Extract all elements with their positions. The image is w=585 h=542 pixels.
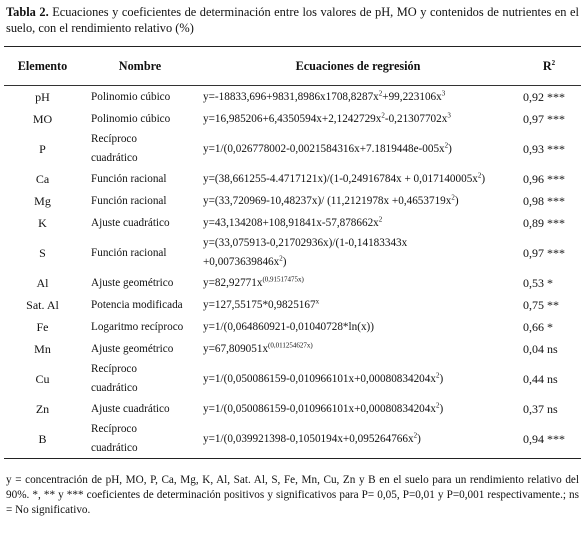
table-row: [4, 108, 581, 130]
cell-ecuacion: y=(33,075913-0,21702936x)/(1-0,14183343x $+0,0073639846x^2$): [203, 237, 408, 268]
header-r2-exponent: 2: [551, 58, 556, 67]
cell-nombre: [81, 130, 199, 168]
cell-ecuacion: $y=82,92771x^{(0,91517475x)}$: [203, 275, 304, 289]
cell-elemento: S: [39, 245, 46, 260]
cell-nombre: [81, 398, 199, 420]
cell-ecuacion: y=1/(0,064860921-0,01040728*ln(x)): [203, 321, 374, 333]
cell-ecuacion: $y=67,809051x^{(0,011254627x)}$: [203, 341, 313, 355]
cell-nombre: [81, 316, 199, 338]
table-row: [4, 272, 581, 294]
cell-elemento: B: [38, 431, 47, 446]
cell-nombre-line: Ajuste cuadrático: [91, 217, 170, 229]
table-caption: [6, 0, 579, 36]
cell-nombre-line: Recíproco: [91, 363, 137, 375]
cell-nombre: [81, 212, 199, 234]
table-row: [4, 420, 581, 458]
cell-r2: 0,66 *: [523, 319, 553, 334]
cell-nombre: [81, 86, 199, 108]
cell-nombre-line: Recíproco: [91, 423, 137, 435]
cell-ecuacion: $y=16,985206+6,4350594x+2,1242729x^2-0,21307702x^3$: [203, 111, 451, 125]
cell-r2: 0,96 ***: [523, 171, 565, 186]
cell-r2: 0,37 ns: [523, 401, 558, 416]
cell-elemento: Ca: [35, 171, 50, 186]
table-footnote: y = concentración de pH, MO, P, Ca, Mg, K, Al, Sat. Al, S, Fe, Mn, Cu, Zn y B en el suelo para un rendimiento relativo del 90%. *, ** y *** coeficientes de determinación positivos y significativos para P= 0,05, P=0,01 y P=0,001 respectivamente.; ns = No significativo.: [6, 474, 579, 516]
table-row: [4, 398, 581, 420]
cell-elemento: Cu: [35, 371, 50, 386]
cell-elemento: Zn: [35, 401, 50, 416]
table-body: [4, 86, 581, 458]
cell-r2: 0,75 **: [523, 297, 559, 312]
cell-nombre: [81, 234, 199, 272]
cell-nombre: [81, 420, 199, 458]
cell-elemento: pH: [35, 89, 50, 104]
cell-r2: 0,97 ***: [523, 111, 565, 126]
cell-ecuacion: $y=1/(0,026778002-0,0021584316x+7.1819448e-005x^2)$: [203, 140, 452, 155]
cell-ecuacion: $y=1/(0,039921398-0,1050194x+0,095264766x^2)$: [203, 430, 421, 445]
cell-nombre-line: cuadrático: [91, 382, 138, 394]
cell-r2: 0,94 ***: [523, 431, 565, 446]
cell-r2: 0,44 ns: [523, 371, 558, 386]
cell-elemento: Mg: [34, 193, 51, 208]
cell-nombre-line: Recíproco: [91, 133, 137, 145]
cell-nombre-line: Función racional: [91, 173, 167, 185]
header-nombre: Nombre: [118, 58, 162, 73]
cell-elemento: Al: [36, 275, 49, 290]
cell-nombre: [81, 190, 199, 212]
cell-nombre: [81, 272, 199, 294]
cell-nombre-line: Ajuste geométrico: [91, 277, 174, 289]
table-caption-text: Ecuaciones y coeficientes de determinación entre los valores de pH, MO y contenidos de nutrientes en el suelo, con el rendimiento relativo (%): [6, 5, 579, 35]
cell-ecuacion: $y=127,55175*0,9825167^x$: [203, 297, 320, 311]
table-caption-label: Tabla 2.: [6, 5, 49, 19]
table-row: [4, 86, 581, 108]
cell-elemento: Fe: [36, 319, 49, 334]
table-row: [4, 338, 581, 360]
header-ecuaciones: Ecuaciones de regresión: [295, 58, 421, 73]
cell-nombre-line: Ajuste geométrico: [91, 343, 174, 355]
regression-table: [4, 47, 581, 458]
cell-elemento: P: [39, 141, 46, 156]
cell-nombre: [81, 108, 199, 130]
cell-ecuacion: $y=1/(0,050086159-0,010966101x+0,00080834204x^2)$: [203, 370, 444, 385]
table-row: [4, 130, 581, 168]
cell-nombre: [81, 294, 199, 316]
header-r2: [517, 47, 581, 85]
cell-ecuacion: $y=(38,661255-4.4717121x)/(1-0,24916784x + 0,017140005x^2)$: [203, 171, 486, 185]
table-row: [4, 360, 581, 398]
cell-elemento: MO: [32, 111, 53, 126]
header-r2-base: R: [542, 58, 552, 73]
cell-nombre: [81, 168, 199, 190]
header-elemento: Elemento: [17, 58, 68, 73]
cell-r2: 0,89 ***: [523, 215, 565, 230]
table-row: [4, 294, 581, 316]
cell-ecuacion: $y=1/(0,050086159-0,010966101x+0,00080834204x^2)$: [203, 401, 444, 415]
cell-r2: 0,53 *: [523, 275, 553, 290]
table-row: [4, 316, 581, 338]
cell-nombre: [81, 360, 199, 398]
cell-nombre-line: Polinomio cúbico: [91, 113, 171, 125]
cell-nombre-line: Función racional: [91, 195, 167, 207]
cell-nombre: [81, 338, 199, 360]
table-row: [4, 168, 581, 190]
cell-r2: 0,04 ns: [523, 341, 558, 356]
cell-nombre-line: cuadrático: [91, 442, 138, 454]
cell-nombre-line: cuadrático: [91, 152, 138, 164]
cell-ecuacion: $y=43,134208+108,91841x-57,878662x^2$: [203, 215, 383, 229]
cell-elemento: K: [38, 215, 47, 230]
cell-elemento: Sat. Al: [26, 297, 59, 312]
cell-nombre-line: Polinomio cúbico: [91, 91, 171, 103]
cell-r2: 0,98 ***: [523, 193, 565, 208]
cell-elemento: Mn: [34, 341, 51, 356]
cell-nombre-line: Logaritmo recíproco: [91, 321, 184, 333]
cell-nombre-line: Ajuste cuadrático: [91, 403, 170, 415]
table-header-row: [4, 47, 581, 85]
cell-r2: 0,92 ***: [523, 89, 565, 104]
table-bottom-rule: [4, 458, 581, 459]
cell-r2: 0,97 ***: [523, 245, 565, 260]
cell-nombre-line: Potencia modificada: [91, 299, 183, 311]
cell-ecuacion: $y=-18833,696+9831,8986x1708,8287x^2+99,223106x^3$: [203, 89, 446, 103]
cell-r2: 0,93 ***: [523, 141, 565, 156]
cell-ecuacion: y=(33,720969-10,48237x)/ $(11,2121978x +0,4653719x^2)$: [203, 193, 459, 207]
cell-nombre-line: Función racional: [91, 246, 167, 259]
table-row: [4, 190, 581, 212]
table-row: [4, 212, 581, 234]
table-row: [4, 234, 581, 272]
